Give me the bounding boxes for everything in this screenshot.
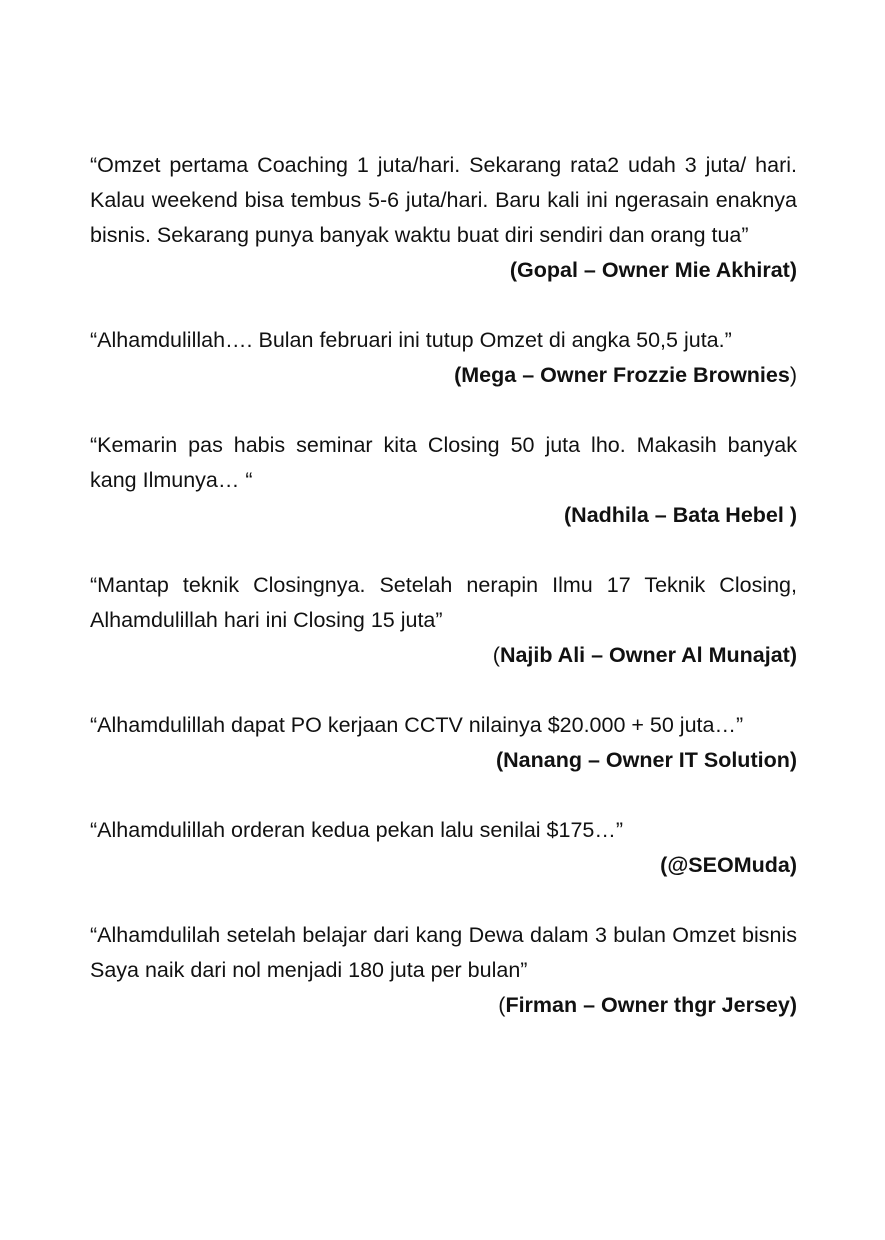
testimonial xyxy=(90,918,797,1023)
author-name: (Nanang – Owner IT Solution) xyxy=(496,748,797,772)
testimonial-author xyxy=(90,638,797,673)
testimonial-quote: “Alhamdulillah…. Bulan februari ini tutup Omzet di angka 50,5 juta.” xyxy=(90,328,732,352)
testimonial-author xyxy=(90,743,797,778)
testimonial xyxy=(90,568,797,673)
testimonials-page xyxy=(90,148,797,1023)
testimonial-quote: “Alhamdulilah setelah belajar dari kang Dewa dalam 3 bulan Omzet bisnis Saya naik dari nol menjadi 180 juta per bulan” xyxy=(90,923,797,982)
testimonial xyxy=(90,428,797,533)
testimonial-quote: “Omzet pertama Coaching 1 juta/hari. Sekarang rata2 udah 3 juta/ hari. Kalau weekend bisa tembus 5-6 juta/hari. Baru kali ini ngerasain enaknya bisnis. Sekarang punya banyak waktu buat diri sendiri dan orang tua” xyxy=(90,153,797,247)
author-name: (Nadhila – Bata Hebel ) xyxy=(564,503,797,527)
testimonial xyxy=(90,813,797,883)
author-name: (@SEOMuda) xyxy=(660,853,797,877)
testimonial-quote: “Alhamdulillah dapat PO kerjaan CCTV nilainya $20.000 + 50 juta…” xyxy=(90,713,744,737)
testimonial-author xyxy=(90,848,797,883)
testimonial xyxy=(90,148,797,288)
testimonial-author xyxy=(90,358,797,393)
testimonial-author xyxy=(90,988,797,1023)
author-open: ( xyxy=(498,993,506,1017)
testimonial-quote: “Alhamdulillah orderan kedua pekan lalu senilai $175…” xyxy=(90,818,624,842)
testimonial-quote: “Mantap teknik Closingnya. Setelah nerapin Ilmu 17 Teknik Closing, Alhamdulillah hari ini Closing 15 juta” xyxy=(90,573,797,632)
testimonial xyxy=(90,708,797,778)
author-name: Firman – Owner thgr Jersey) xyxy=(505,993,797,1017)
author-name: Najib Ali – Owner Al Munajat) xyxy=(499,643,797,667)
testimonial xyxy=(90,323,797,393)
author-close: ) xyxy=(789,363,797,387)
author-name: (Gopal – Owner Mie Akhirat) xyxy=(509,258,797,282)
author-open: ( xyxy=(492,643,500,667)
testimonial-author xyxy=(90,498,797,533)
testimonial-author xyxy=(90,253,797,288)
author-name: (Mega – Owner Frozzie Brownies xyxy=(454,363,790,387)
testimonial-quote: “Kemarin pas habis seminar kita Closing 50 juta lho. Makasih banyak kang Ilmunya… “ xyxy=(90,433,797,492)
